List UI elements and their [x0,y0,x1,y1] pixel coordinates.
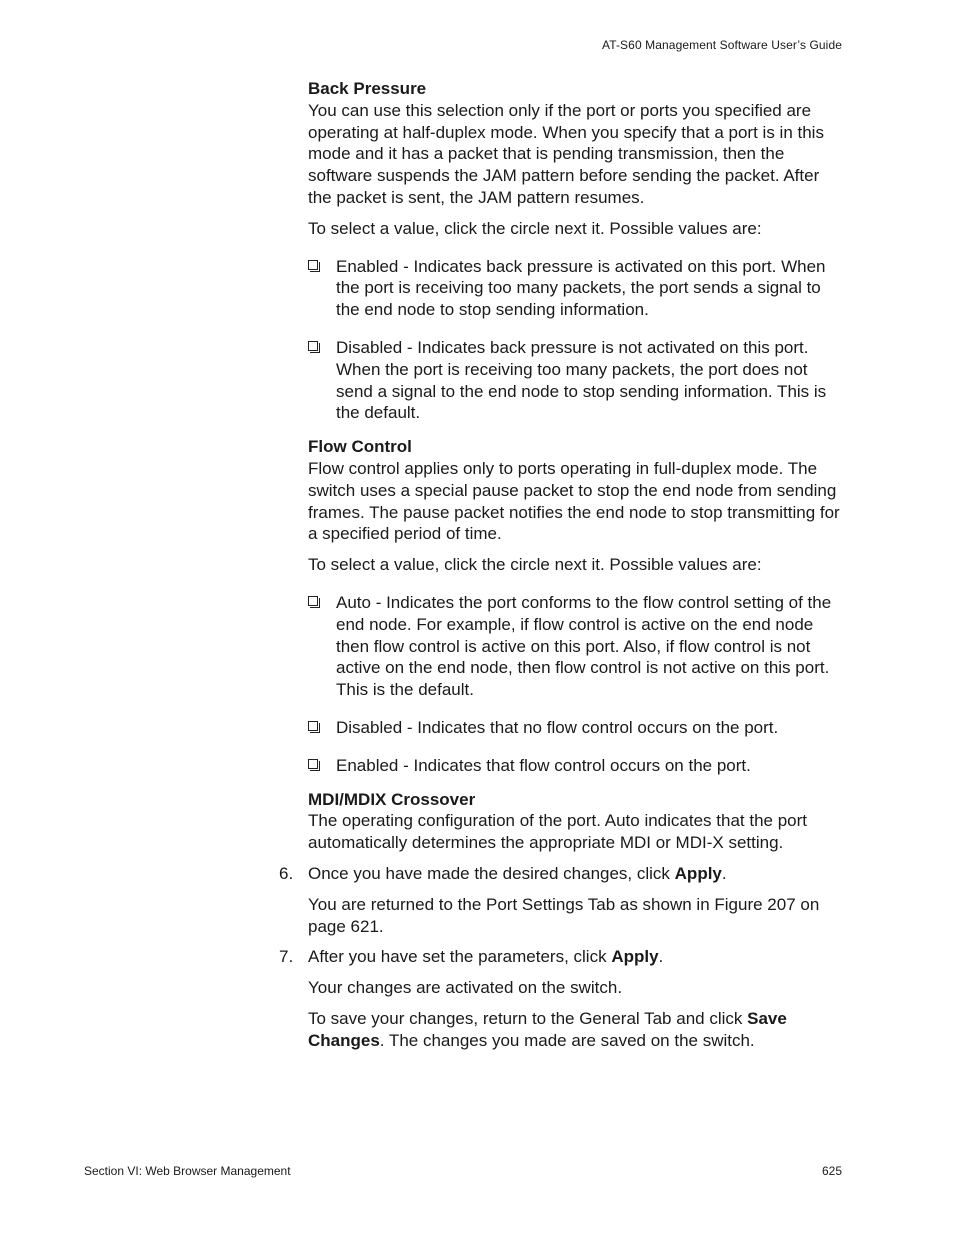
apply-emphasis: Apply [674,863,722,883]
apply-emphasis: Apply [611,947,659,967]
back-pressure-intro: To select a value, click the circle next it. Possible values are: [308,218,762,238]
flow-control-body: Flow control applies only to ports operating in full-duplex mode. The switch uses a special pause packet to stop the end node from sending frames. The pause packet notifies the end node to stop transmitting for a specified period of time. [308,458,840,544]
flow-control-option-disabled: Disabled - Indicates that no flow control occurs on the port. [336,717,779,737]
mdix-heading: MDI/MDIX Crossover [308,789,476,809]
flow-control-option-enabled: Enabled - Indicates that flow control occurs on the port. [336,755,751,775]
step-6-followup: You are returned to the Port Settings Tab as shown in Figure 207 on page 621. [308,894,820,936]
back-pressure-option-disabled: Disabled - Indicates back pressure is not activated on this port. When the port is receiving too many packets, the port does not send a signal to the end node to stop sending information. This is the default. [336,337,827,423]
list-item [308,256,844,321]
flow-control-option-auto: Auto - Indicates the port conforms to the flow control setting of the end node. For example, if flow control is active on the end node then flow control is active on this port. Also, if flow control is not active on the end node, then flow control is not active on this port. This is the default. [336,592,832,700]
footer-page-number: 625 [821,1164,842,1178]
save-changes-emphasis: Save Changes [308,1008,787,1050]
closing-paragraph [308,1008,844,1052]
footer-section: Section VI: Web Browser Management [84,1164,291,1178]
list-item [308,592,844,701]
checkbox-bullet-icon [308,759,318,769]
back-pressure-option-enabled: Enabled - Indicates back pressure is activated on this port. When the port is receiving too many packets, the port sends a signal to the end node to stop sending information. [336,256,826,320]
running-header: AT-S60 Management Software User’s Guide [601,38,842,52]
step-7-followup: Your changes are activated on the switch. [308,978,623,998]
step-number: 7. [279,947,294,967]
step-text: After you have set the parameters, click [308,947,612,967]
step-6 [279,863,844,885]
page-content [279,78,844,1060]
list-item [308,755,844,777]
closing-text: To save your changes, return to the General Tab and click [308,1008,748,1028]
flow-control-heading: Flow Control [308,437,412,457]
mdix-body: The operating configuration of the port. Auto indicates that the port automatically determines the appropriate MDI or MDI-X setting. [308,811,807,853]
checkbox-bullet-icon [308,596,318,606]
step-7 [279,946,844,968]
flow-control-intro: To select a value, click the circle next it. Possible values are: [308,555,762,575]
back-pressure-heading: Back Pressure [308,79,427,98]
step-number: 6. [279,863,294,883]
closing-text-end: . The changes you made are saved on the switch. [379,1030,755,1050]
step-text-end: . [658,947,664,967]
checkbox-bullet-icon [308,341,318,351]
list-item [308,717,844,739]
step-text-end: . [721,863,727,883]
step-text: Once you have made the desired changes, click [308,863,675,883]
checkbox-bullet-icon [308,721,318,731]
list-item [308,337,844,424]
back-pressure-body: You can use this selection only if the port or ports you specified are operating at half-duplex mode. When you specify that a port is in this mode and it has a packet that is pending transmission, then the software suspends the JAM pattern before sending the packet. After the packet is sent, the JAM pattern resumes. [308,100,824,207]
checkbox-bullet-icon [308,260,318,270]
